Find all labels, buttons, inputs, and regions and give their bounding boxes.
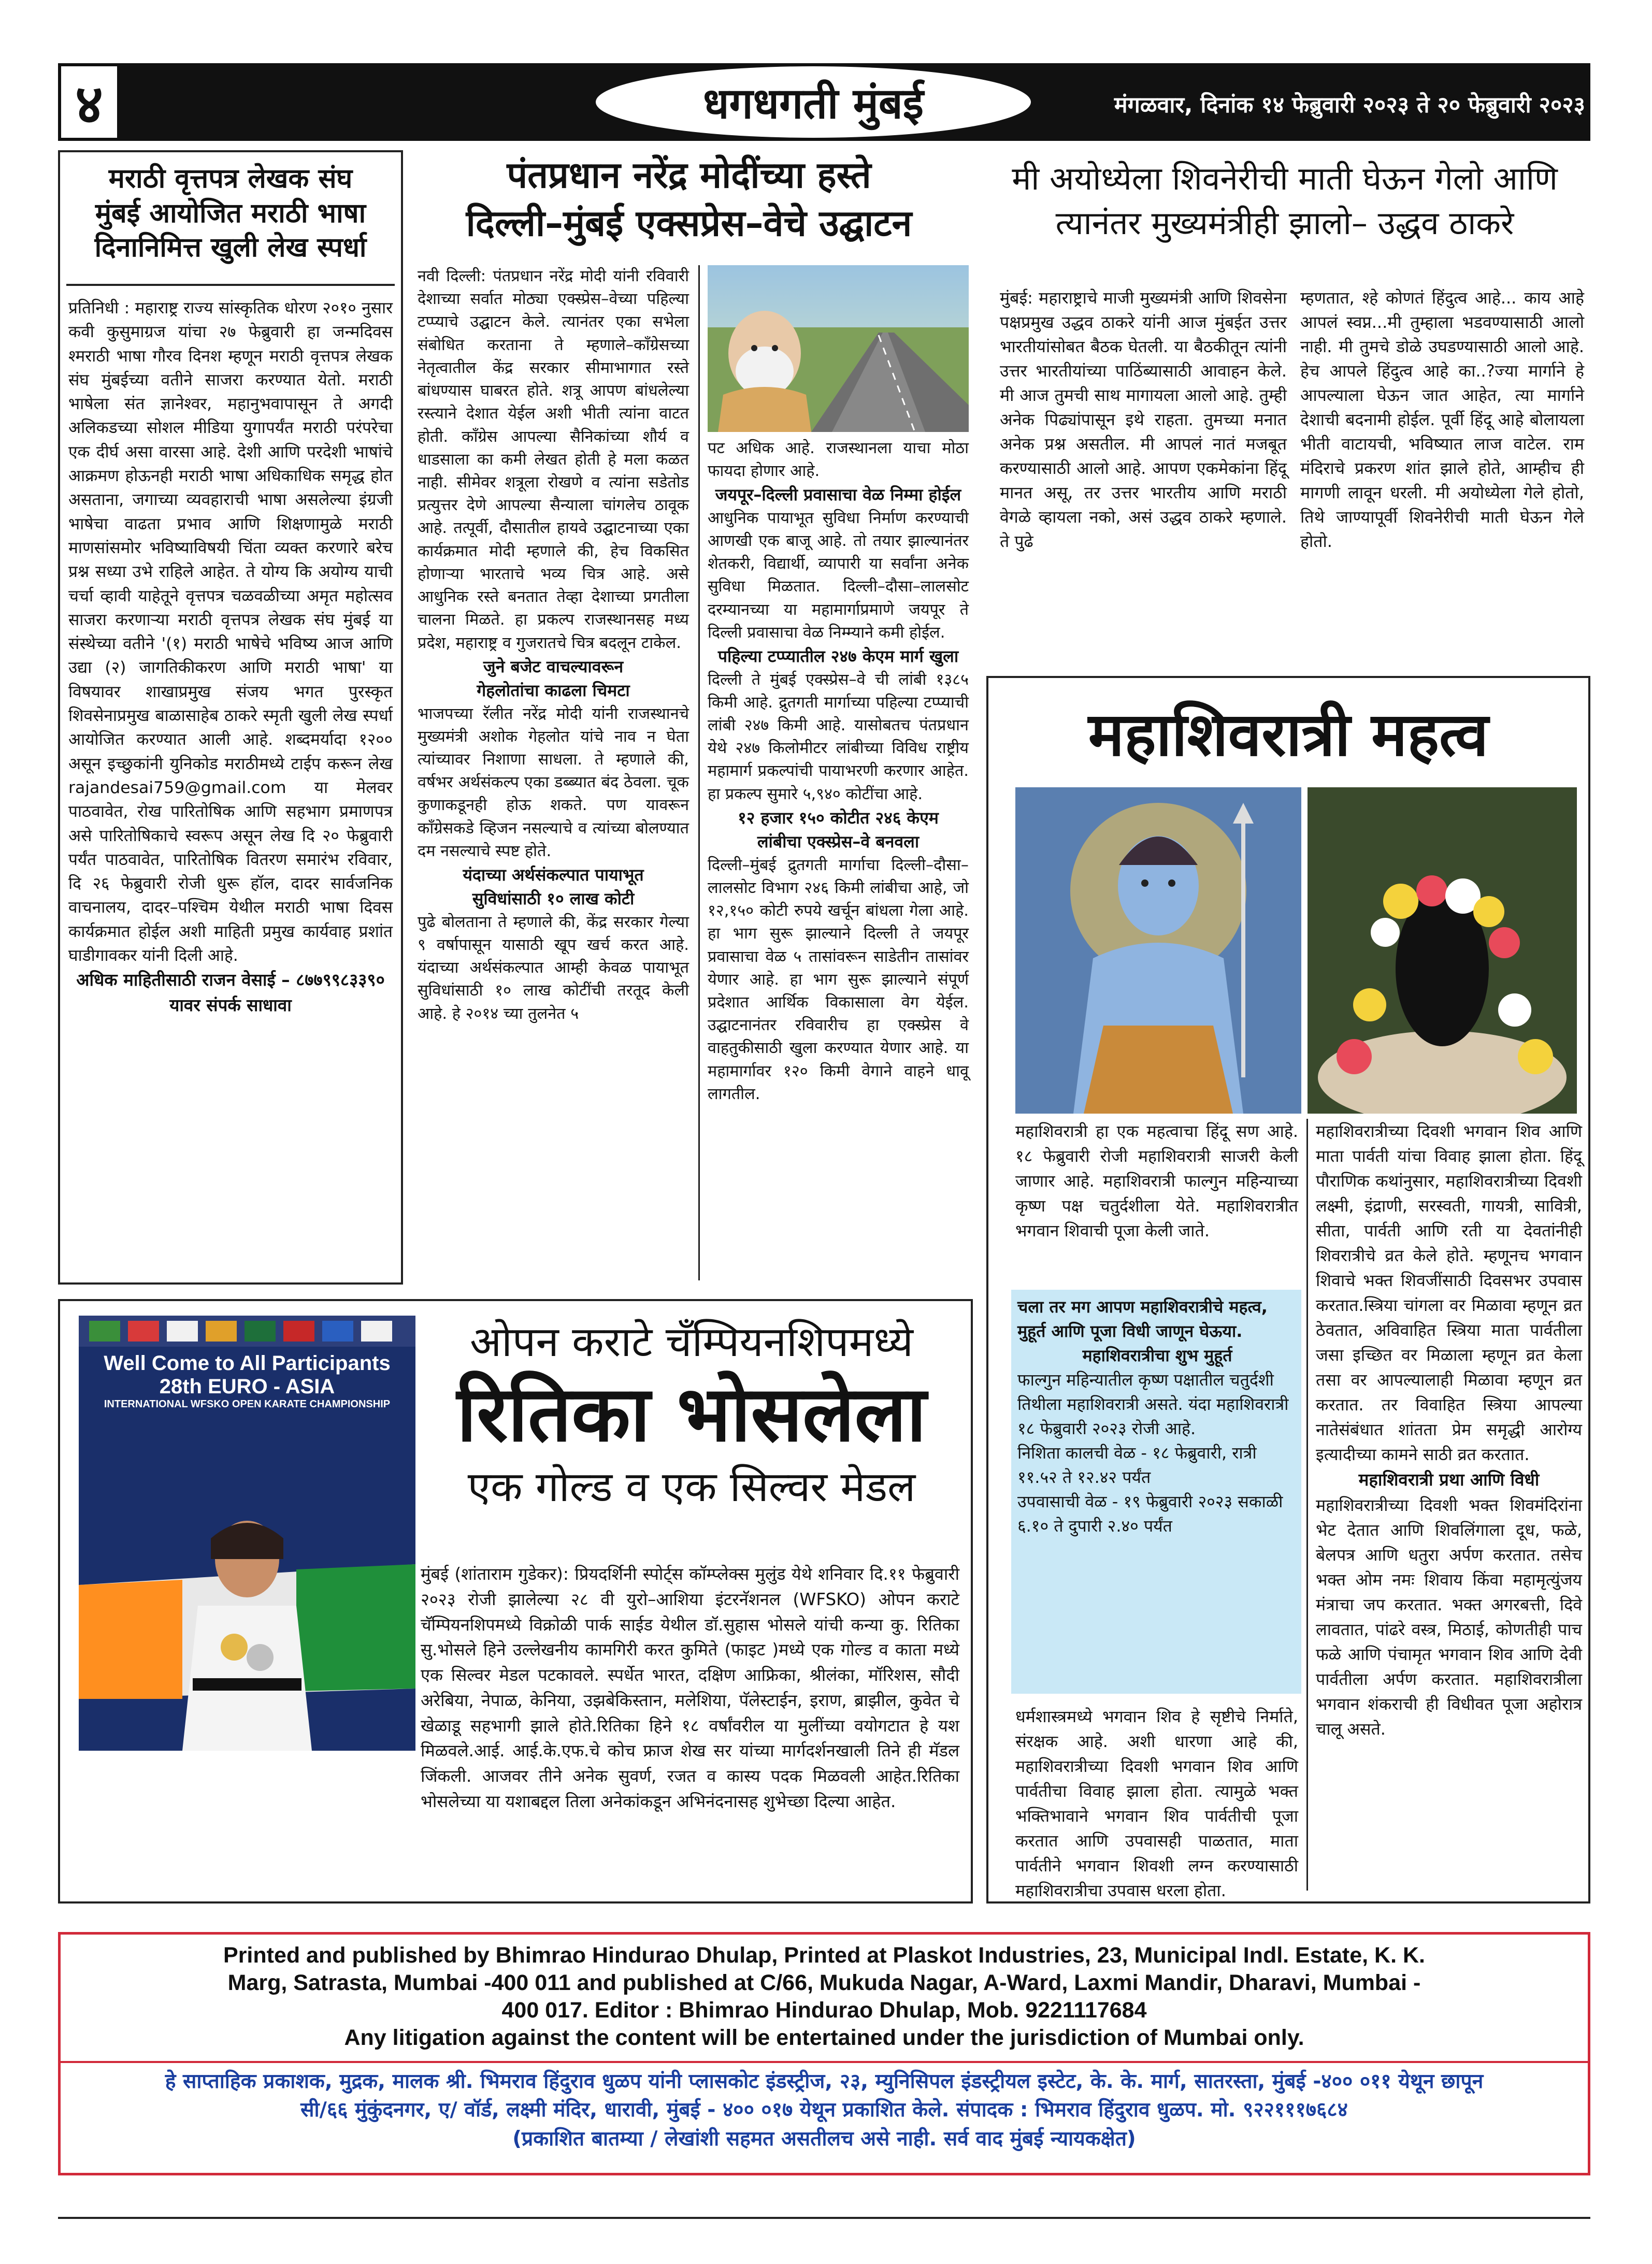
paragraph: नवी दिल्ली: पंतप्रधान नरेंद्र मोदी यांनी रविवारी देशाच्या सर्वात मोठ्या एक्स्प्रेस–वेच्या पहिल्या टप्प्याचे उद्घाटन केले. त्यानंतर एका सभेला संबोधित करताना ते म्हणाले–काँग्रेसच्या नेतृत्वातील केंद्र सरकार सीमाभागात रस्ते बांधण्यास घाबरत होते. शत्रू आपण बांधलेल्या रस्त्याने देशात येईल अशी भीती त्यांना वाटत होती. काँग्रेस आपल्या सैनिकांच्या शौर्य व धाडसाला का कमी लेखत होती हे मला कळत नाही. सीमेवर शत्रूला रोखणे व त्यांना सडेतोड प्रत्युत्तर देणे आपल्या सैन्याला चांगलेच ठावूक आहे. तत्पूर्वी, दौसातील हायवे उद्घाटनाच्या एका कार्यक्रमात मोदी म्हणाले की, हेच विकसित होणाऱ्या भारताचे भव्य चित्र आहे. असे आधुनिक रस्ते बनतात तेव्हा देशाच्या प्रगतीला चालना मिळते. हा प्रकल्प राजस्थानसह मध्य प्रदेश, महाराष्ट्र व गुजरातचे चित्र बदलून टाकेल.	[418, 267, 689, 652]
muhurat-box-text: चला तर मग आपण महाशिवरात्रीचे महत्व, मुहूर्त आणि पूजा विधी जाणून घेऊया. महाशिवरात्रीचा शुभ मुहूर्त फाल्गुन महिन्यातील कृष्ण पक्षातील चतुर्दशी तिथीला महाशिवरात्री असते. यंदा महाशिवरात्री १८ फेब्रुवारी २०२३ रोजी आहे. निशिता कालची वेळ - १८ फेब्रुवारी, रात्री ११.५२ ते १२.४२ पर्यंत उपवासाची वेळ - १९ फेब्रुवारी २०२३ सकाळी ६.१० ते दुपारी २.४० पर्यंत	[1017, 1297, 1289, 1536]
imprint-line-1: Printed and published by Bhimrao Hindurao Dhulap, Printed at Plaskot Industries, 23, Municipal Indl. Estate, K. K.	[223, 1943, 1425, 1968]
headline-divider	[66, 284, 395, 286]
imprint-line-3: 400 017. Editor : Bhimrao Hindurao Dhulap, Mob. 9221117684	[501, 1997, 1147, 2023]
thackeray-headline: मी अयोध्येला शिवनेरीची माती घेऊन गेलो आणि त्यानंतर मुख्यमंत्रीही झालो– उद्धव ठाकरे	[1012, 160, 1558, 242]
subheading: जुने बजेट वाचल्यावरून	[483, 656, 624, 676]
paragraph: दिल्ली ते मुंबई एक्स्प्रेस–वे ची लांबी १३८५ किमी आहे. द्रुतगती मार्गाच्या पहिल्या टप्प्याची लांबी २४७ किमी आहे. यासोबतच पंतप्रधान येथे २४७ किलोमीटर लांबीच्या विविध राष्ट्रीय महामार्ग प्रकल्पांची पायाभरणी करणार आहेत. हा प्रकल्प सुमारे ५,९४० कोटींचा आहे.	[708, 670, 969, 803]
issue-date: मंगळवार, दिनांक १४ फेब्रुवारी २०२३ ते २० फेब्रुवारी २०२३	[1114, 92, 1585, 118]
shivling-puja-image	[1308, 787, 1577, 1114]
essay-contest-body: प्रतिनिधी : महाराष्ट्र राज्य सांस्कृतिक धोरण २०१० नुसार कवी कुसुमाग्रज यांचा २७ फेब्रुवारी हा जन्मदिवस श्मराठी भाषा गौरव दिनश म्हणून मराठी वृत्तपत्र लेखक संघ मुंबईच्या वतीने साजरा करण्यात येतो. मराठी भाषेला संत ज्ञानेश्वर, महानुभवापासून ते अगदी अलिकडच्या सोशल मीडिया युगापर्यंत मराठी परंपरेचा एक दीर्घ असा वारसा आहे. देशी आणि परदेशी भाषांचे आक्रमण होऊनही मराठी भाषा अधिकाधिक समृद्ध होत असताना, जगाच्या व्यवहाराची भाषा असलेल्या इंग्रजी भाषेचा वाढता प्रभाव आणि शिक्षणामुळे मराठी माणसांसमोर भविष्याविषयी चिंता व्यक्त करणारे बरेच प्रश्न सध्या उभे राहिले आहेत. ते योग्य कि अयोग्य याची चर्चा व्हावी याहेतूने वृत्तपत्र चळवळीच्या अमृत महोत्सव साजरा करणाऱ्या मराठी वृत्तपत्र लेखक संघ मुंबई या संस्थेच्या वतीने '(१) मराठी भाषेचे भविष्य आज आणि उद्या (२) जागतिकीकरण आणि मराठी भाषा' या विषयावर शाखाप्रमुख संजय भगत पुरस्कृत शिवसेनाप्रमुख बाळासाहेब ठाकरे स्मृती खुली लेख स्पर्धा आयोजित करण्यात आली आहे. शब्दमर्यादा १२०० असून इच्छुकांनी युनिकोड मराठीमध्ये टाईप करून लेख rajandesai759@gmail.com या मेलवर पाठवावेत, रोख पारितोषिक आणि सहभाग प्रमाणपत्र असे पारितोषिकाचे स्वरूप असून लेख दि २० फेब्रुवारी पर्यंत पाठवावेत, पारितोषिक वितरण समारंभ रविवार, दि २६ फेब्रुवारी रोजी धुरू हॉल, दादर सार्वजनिक वाचनालय, दादर–पश्चिम येथील मराठी भाषा दिवस कार्यक्रमात होईल अशी माहिती प्रमुख कार्यवाह प्रशांत घाडीगावकर यांनी दिली आहे. अधिक माहितीसाठी राजन वेसाई – ८७७९९८३३९० यावर संपर्क साधावा	[68, 296, 393, 1018]
mahashivratri-headline: महाशिवरात्री महत्व	[1088, 700, 1489, 770]
paragraph: पुढे बोलताना ते म्हणाले की, केंद्र सरकार गेल्या ९ वर्षापासून यासाठी खूप खर्च करत आहे. यंदाच्या अर्थसंकल्पात आम्ही केवळ पायाभूत सुविधांसाठी १० लाख कोटींची तरतूद केली आहे. हे २०१४ च्या तुलनेत ५	[418, 913, 689, 1023]
essay-contest-headline: मराठी वृत्तपत्र लेखक संघ मुंबई आयोजित मराठी भाषा दिनानिमित्त खुली लेख स्पर्धा	[94, 163, 367, 264]
karate-body: मुंबई (शांताराम गुडेकर): प्रियदर्शिनी स्पोर्ट्स कॉम्प्लेक्स मुलुंड येथे शनिवार दि.११ फेब्रुवारी २०२३ रोजी झालेल्या २८ वी युरो–आशिया इंटरनॅशनल (WFSKO) ओपन कराटे चॅम्पियनशिपमध्ये विक्रोळी पार्क साईड येथील डॉ.सुहास भोसले यांची कन्या कु. रितिका सु.भोसले हिने उल्लेखनीय कामगिरी करत कुमिते (फाइट )मध्ये एक गोल्ड व काता मध्ये एक सिल्वर मेडल पटकावले. स्पर्धेत भारत, दक्षिण आफ्रिका, श्रीलंका, मॉरिशस, सौदी अरेबिया, नेपाळ, केनिया, उझबेकिस्तान, मलेशिया, पॅलेस्टाईन, इराण, ब्राझील, कुवेत चे खेळाडू सहभागी झाले होते.रितिका हिने १८ वर्षांवरील या मुलींच्या वयोगटात हे यश मिळवले.आई. आई.के.एफ.चे कोच फ्राज शेख सर यांच्या मार्गदर्शनखाली तिने ही मॅडल जिंकली. आजवर तीने अनेक सुवर्ण, रजत व कास्य पदक मिळवली आहेत.रितिका भोसलेच्या या यशाबद्दल तिला अनेकांकडून अभिनंदनासह शुभेच्छा दिल्या आहेत.	[421, 1564, 959, 1811]
modi-expressway-photo	[708, 265, 969, 432]
shivratri-col-1-top: महाशिवरात्री हा एक महत्वाचा हिंदू सण आहे. १८ फेब्रुवारी रोजी महाशिवरात्री साजरी केली जाणार आहे. महाशिवरात्री फाल्गुन महिन्याच्या कृष्ण पक्ष चतुर्दशीला येते. महाशिवरात्रीत भगवान शिवाची पूजा केली जाते.	[1015, 1121, 1298, 1241]
expressway-col-2	[708, 437, 969, 1106]
paragraph: आधुनिक पायाभूत सुविधा निर्माण करण्याची आणखी एक बाजू आहे. तो तयार झाल्यानंतर शेतकरी, विद्यार्थी, व्यापारी या सर्वांना अनेक सुविधा मिळतात. दिल्ली–दौसा–लालसोट दरम्यानच्या या महामार्गाप्रमाणे जयपूर ते दिल्ली प्रवासाचा वेळ निम्म्याने कमी होईल.	[708, 509, 969, 642]
expressway-col-1	[418, 265, 689, 1026]
imprint-footer	[58, 1932, 1590, 2175]
karate-headline: ओपन कराटे चँम्पियनशिपमध्ये रितिका भोसलेला एक गोल्ड व एक सिल्वर मेडल	[456, 1318, 927, 1511]
paragraph: भाजपच्या रॅलीत नरेंद्र मोदी यांनी राजस्थानचे मुख्यमंत्री अशोक गेहलोत यांचे नाव न घेता त्यांच्यावर निशाणा साधला. ते म्हणाले की, वर्षभर अर्थसंकल्प एका डब्ब्यात बंद ठेवला. चूक कुणाकडूनही होऊ शकते. पण यावरून काँग्रेसकडे व्हिजन नसल्याचे व त्यांच्या बोलण्यात दम नसल्याचे स्पष्ट होते.	[418, 704, 689, 860]
banner-line-2: 28th EURO - ASIA	[159, 1375, 335, 1398]
imprint-line-2: Marg, Satrasta, Mumbai -400 011 and published at C/66, Mukuda Nagar, A-Ward, Laxmi Mandir, Dharavi, Mumbai -	[227, 1970, 1421, 1995]
disclaimer-line: (प्रकाशित बातम्या / लेखांशी सहमत असतीलच असे नाही. सर्व वाद मुंबई न्यायकक्षेत)	[512, 2127, 1136, 2151]
subheading: जयपूर–दिल्ली प्रवासाचा वेळ निम्मा होईल	[715, 485, 961, 505]
banner-line-1: Well Come to All Participants	[104, 1352, 391, 1375]
column-rule	[698, 265, 700, 1280]
subheading: गेहलोतांचा काढला चिमटा	[477, 681, 630, 701]
subheading: पहिल्या टप्प्यातील २४७ केएम मार्ग खुला	[717, 646, 959, 667]
marathi-imprint-line-1: हे साप्ताहिक प्रकाशक, मुद्रक, मालक श्री. भिमराव हिंदुराव धुळप यांनी प्लासकोट इंडस्ट्रीज, २३, म्युनिसिपल इंडस्ट्रीयल इस्टेट, के. के. मार्ग, सातरस्ता, मुंबई -४०० ०११ येथून छापून	[165, 2070, 1484, 2093]
subheading: यंदाच्या अर्थसंकल्पात पायाभूत	[463, 865, 644, 885]
banner-line-3: INTERNATIONAL WFSKO OPEN KARATE CHAMPIONSHIP	[104, 1398, 391, 1410]
subheading: लांबीचा एक्स्प्रेस–वे बनवला	[757, 832, 920, 852]
contact-line: अधिक माहितीसाठी राजन वेसाई – ८७७९९८३३९० यावर संपर्क साधावा	[76, 970, 385, 1015]
marathi-imprint-line-2: सी/६६ मुंकुंदनगर, ए/ वॉर्ड, लक्ष्मी मंदिर, धारावी, मुंबई - ४०० ०१७ येथून प्रकाशित केले. संपादक : भिमराव हिंदुराव धुळप. मो. ९२२१११७६८४	[300, 2098, 1348, 2122]
subheading: १२ हजार १५० कोटीत २४६ केएम	[738, 807, 939, 828]
paragraph: पट अधिक आहे. राजस्थानला याचा मोठा फायदा होणार आहे.	[708, 439, 969, 481]
expressway-headline: पंतप्रधान नरेंद्र मोदींच्या हस्ते दिल्ली–मुंबई एक्सप्रेस–वेचे उद्घाटन	[466, 154, 912, 245]
shivratri-col-2: महाशिवरात्रीच्या दिवशी भगवान शिव आणि माता पार्वती यांचा विवाह झाला होता. हिंदू पौराणिक कथांनुसार, महाशिवरात्रीच्या दिवशी लक्ष्मी, इंद्राणी, सरस्वती, गायत्री, सावित्री, सीता, पार्वती आणि रती या देवतांनीही शिवरात्रीचे व्रत केले होते. म्हणूनच भगवान शिवाचे भक्त शिवजींसाठी दिवसभर उपवास करतात.स्त्रिया चांगला वर मिळावा म्हणून व्रत ठेवतात, अविवाहित स्त्रिया माता पार्वतीला जसा इच्छित वर मिळाला म्हणून व्रत केला तसा वर आपल्यालाही मिळावा म्हणून व्रत करतात. तर विवाहित स्त्रिया आपल्या नातेसंबंधात शांतता प्रेम समृद्धी आरोग्य इत्यादीच्या कामने साठी व्रत करतात. महाशिवरात्री प्रथा आणि विधी महाशिवरात्रीच्या दिवशी भक्त शिवमंदिरांना भेट देतात आणि शिवलिंगाला दूध, फळे, बेलपत्र आणि धतुरा अर्पण करतात. तसेच भक्त ओम नमः शिवाय किंवा महामृत्युंजय मंत्राचा जप करतात. भक्त अगरबत्ती, दिवे लावतात, पांढरे वस्त्र, मिठाई, कोणतीही पाच फळे आणि पंचामृत भगवान शिव आणि देवी पार्वतीला अर्पण करतात. महाशिवरात्रीला भगवान शंकराची ही विधीवत पूजा अहोरात्र चालू असते.	[1316, 1121, 1582, 1739]
column-rule	[1306, 1119, 1308, 1891]
page-number: ४	[58, 63, 120, 141]
shivratri-col-1-bottom: धर्मशास्त्रमध्ये भगवान शिव हे सृष्टीचे निर्माते, संरक्षक आहे. अशी धारणा आहे की, महाशिवरात्रीच्या दिवशी भगवान शिव आणि पार्वतीचा विवाह झाला होता. त्यामुळे भक्त भक्तिभावाने भगवान शिव पार्वतीची पूजा करतात आणि उपवासही पाळतात, माता पार्वतीने भगवान शिवशी लग्न करण्यासाठी महाशिवरात्रीचा उपवास धरला होता.	[1015, 1707, 1298, 1900]
lord-shiva-image	[1015, 787, 1301, 1114]
paragraph: दिल्ली–मुंबई द्रुतगती मार्गाचा दिल्ली–दौसा–लालसोट विभाग २४६ किमी लांबीचा आहे, जो १२,१५० कोटी रुपये खर्चून बांधला गेला आहे. हा भाग सुरू झाल्याने दिल्ली ते जयपूर प्रवासाचा वेळ ५ तासांवरून साडेतीन तासांवर येणार आहे. हा भाग सुरू झाल्याने संपूर्ण प्रदेशात आर्थिक विकासाला वेग येईल. उद्घाटनानंतर रविवारीच हा एक्स्प्रेस वे वाहतुकीसाठी खुला करण्यात येणार आहे. या महामार्गावर १२० किमी वेगाने वाहने धावू लागतील.	[708, 856, 969, 1103]
newspaper-logo: धगधगती मुंबई	[596, 66, 1031, 138]
bottom-rule	[58, 2217, 1590, 2219]
thackeray-col-1: मुंबई: महाराष्ट्राचे माजी मुख्यमंत्री आणि शिवसेना पक्षप्रमुख उद्धव ठाकरे यांनी आज मुंबईत उत्तर भारतीयांसोबत बैठक घेतली. या बैठकीतून त्यांनी उत्तर भारतीयांच्या पाठिंब्यासाठी आवाहन केले. मी आज तुमची साथ मागायला आलो आहे. तुम्ही अनेक पिढ्यांपासून इथे राहता. तुमच्या मनात अनेक प्रश्न असतील. मी आपलं नातं मजबूत करण्यासाठी आलो आहे. आपण एकमेकांना हिंदू मानत असू, तर उत्तर भारतीय आणि मराठी वेगळे व्हायला नको, असं उद्धव ठाकरे म्हणाले. ते पुढे	[1000, 288, 1287, 552]
thackeray-col-2: म्हणतात, श्हे कोणतं हिंदुत्व आहे... काय आहे आपलं स्वप्न...मी तुम्हाला भडवण्यासाठी आलो नाही. मी तुमचे डोळे उघडण्यासाठी आलो आहे. हेच आपले हिंदुत्व आहे का..?ज्या मार्गाने हे आपल्याला घेऊन जात आहेत, त्या मार्गाने देशाची बदनामी होईल. पूर्वी हिंदू आहे बोलायला भीती वाटायची, भविष्यात लाज वाटेल. राम मंदिराचे प्रकरण शांत झाले होते, आम्हीच ही मागणी लावून धरली. मी अयोध्येला गेले होतो, तिथे जाण्यापूर्वी शिवनेरीची माती घेऊन गेले होतो.	[1300, 288, 1584, 552]
subheading: सुविधांसाठी १० लाख कोटी	[472, 889, 635, 909]
jurisdiction-line: Any litigation against the content will be entertained under the jurisdiction of Mumbai only.	[344, 2025, 1304, 2050]
